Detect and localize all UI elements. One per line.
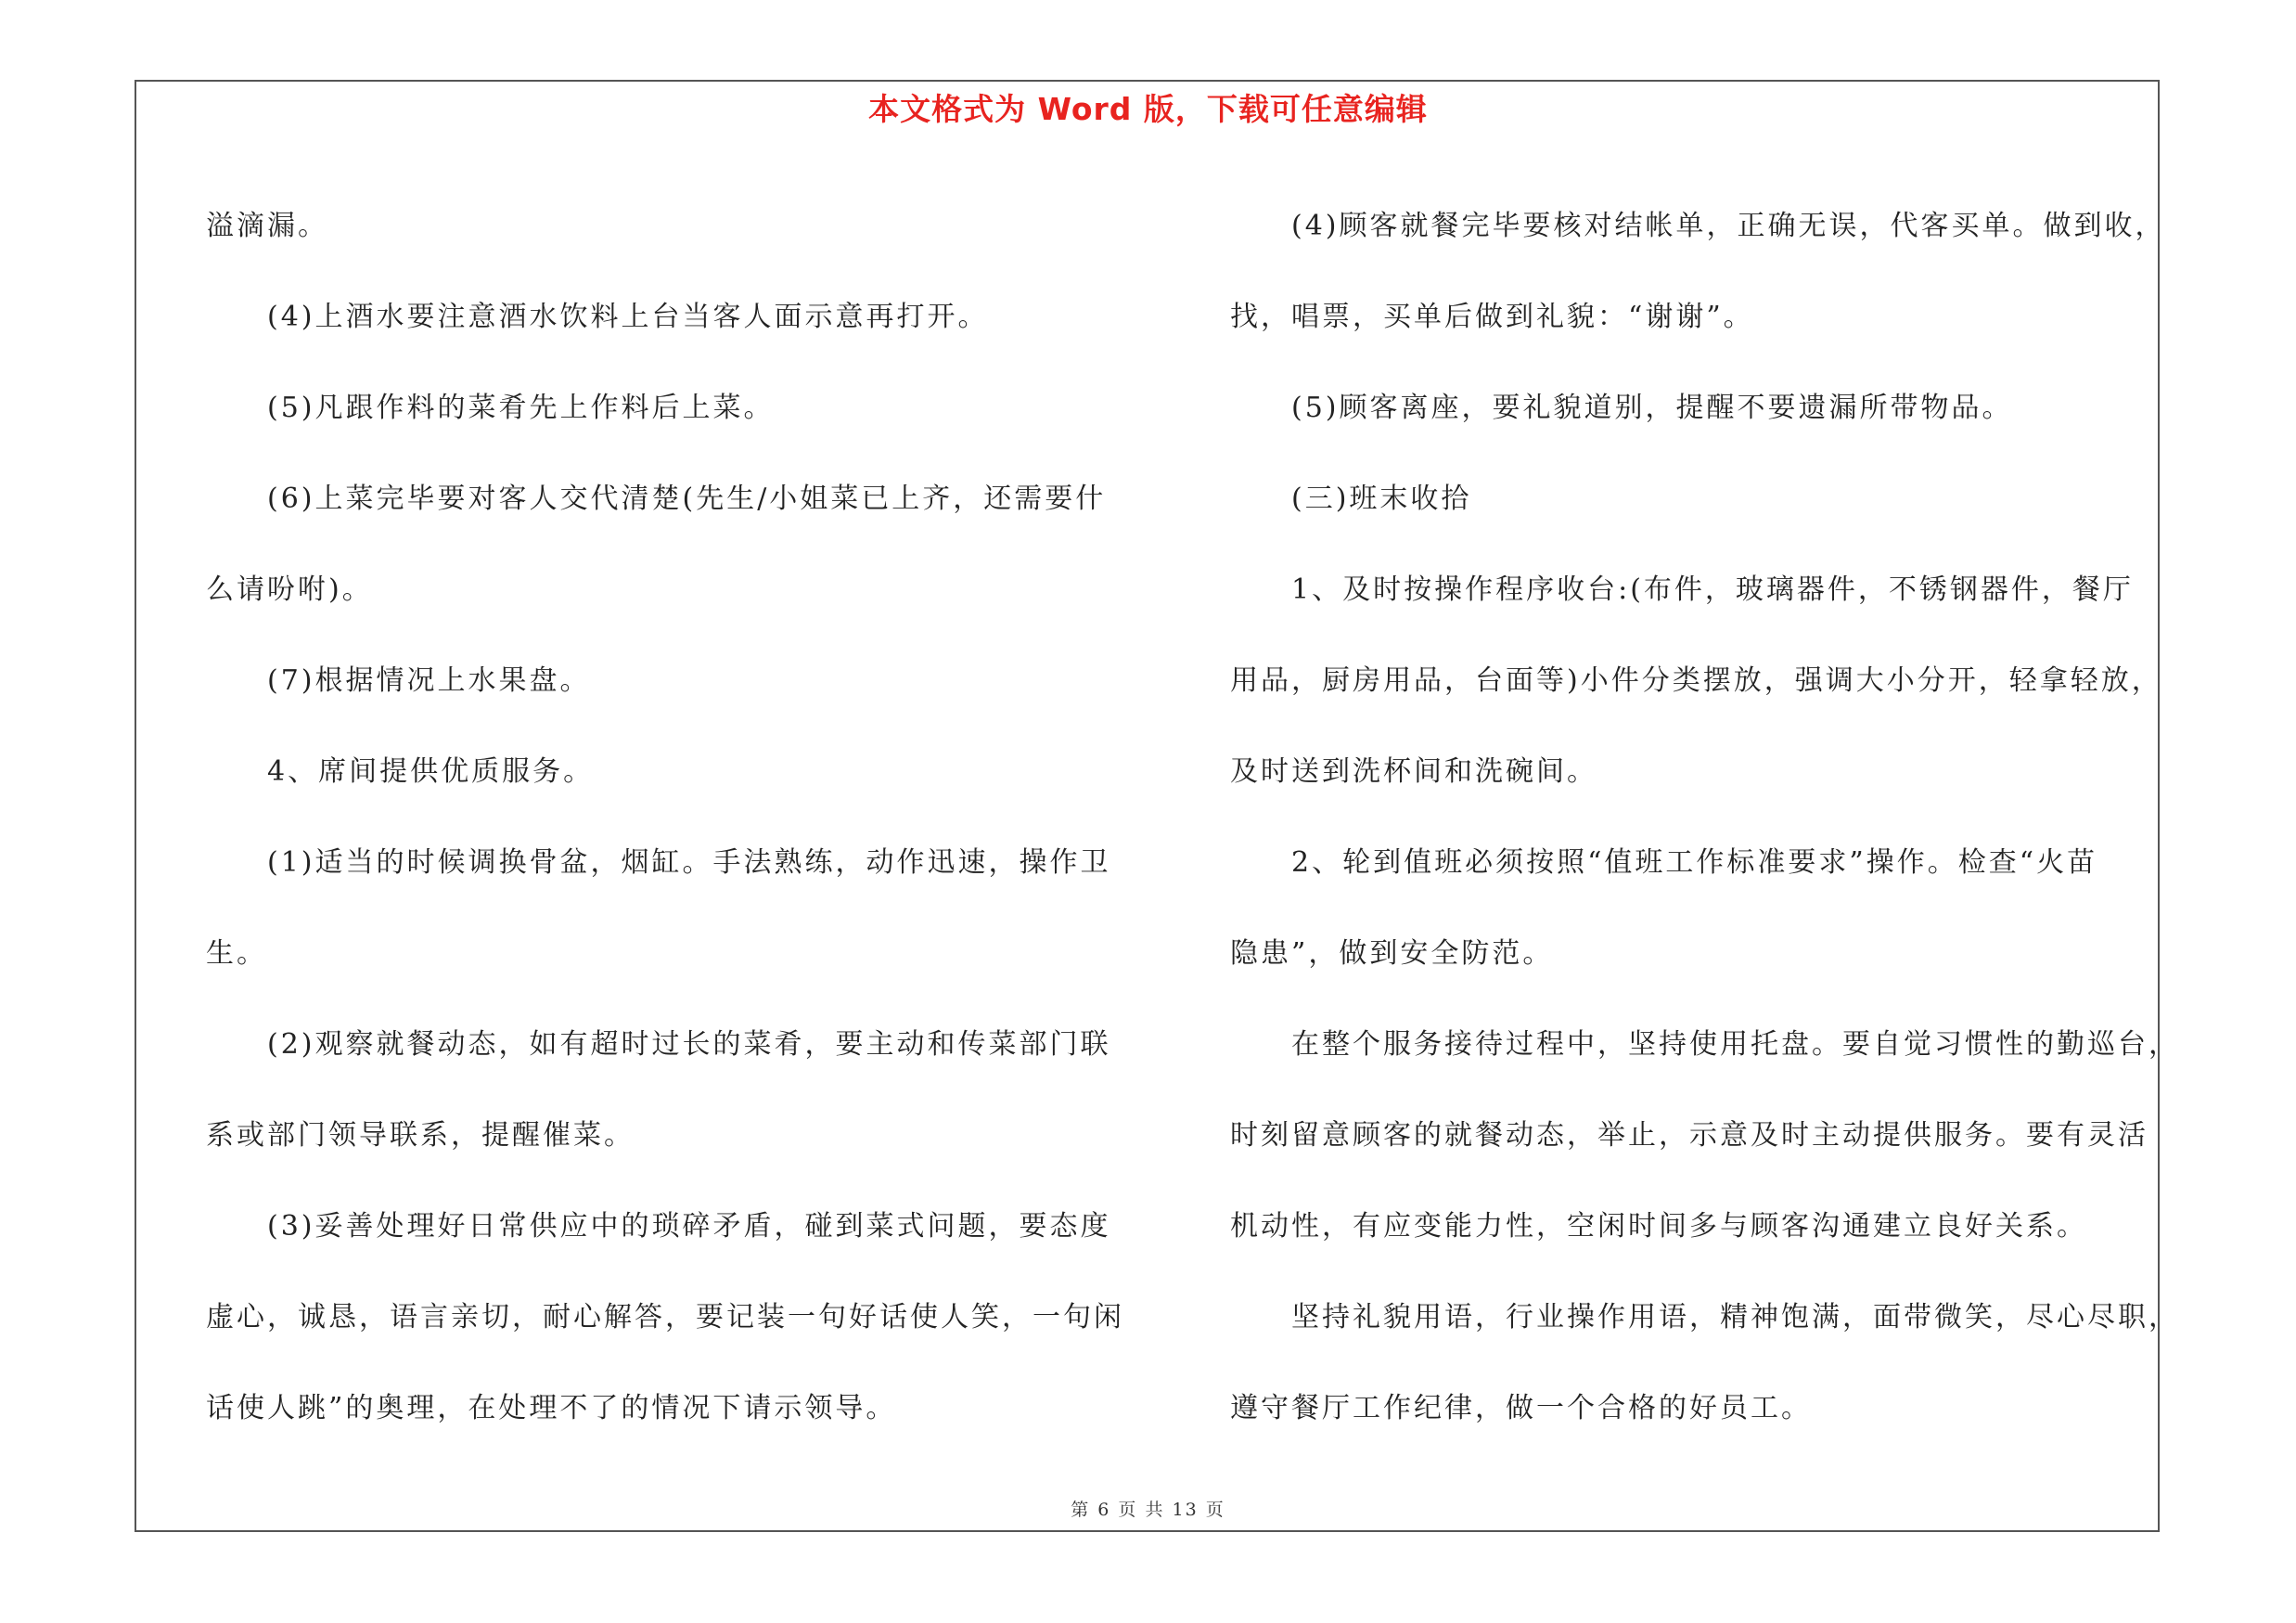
text-line: (4)上酒水要注意酒水饮料上台当客人面示意再打开。 [267, 301, 989, 333]
text-line: 溢滴漏。 [206, 210, 328, 242]
page-footer: 第 6 页 共 13 页 [1071, 1500, 1225, 1520]
text-line: 坚持礼貌用语，行业操作用语，精神饱满，面带微笑，尽心尽职， [1291, 1301, 2179, 1333]
text-line: 隐患”，做到安全防范。 [1230, 937, 1554, 970]
text-line: (6)上菜完毕要对客人交代清楚(先生/小姐菜已上齐，还需要什 [267, 483, 1107, 515]
text-line: 时刻留意顾客的就餐动态，举止，示意及时主动提供服务。要有灵活 [1230, 1119, 2148, 1152]
format-banner: 本文格式为 Word 版，下载可任意编辑 [868, 91, 1428, 127]
text-line: 么请吩咐)。 [206, 573, 373, 606]
text-line: 找，唱票，买单后做到礼貌：“谢谢”。 [1230, 301, 1754, 333]
text-line: 遵守餐厅工作纪律，做一个合格的好员工。 [1230, 1392, 1812, 1424]
text-line: 系或部门领导联系，提醒催菜。 [206, 1119, 635, 1152]
text-line: (三)班末收拾 [1291, 483, 1472, 515]
left-column [206, 181, 1124, 1454]
text-line: (1)适当的时候调换骨盆，烟缸。手法熟练，动作迅速，操作卫 [267, 846, 1111, 879]
text-line: (5)凡跟作料的菜肴先上作料后上菜。 [267, 392, 775, 424]
text-line: 2、轮到值班必须按照“值班工作标准要求”操作。检查“火苗 [1291, 846, 2098, 879]
text-line: (3)妥善处理好日常供应中的琐碎矛盾，碰到菜式问题，要态度 [267, 1210, 1111, 1243]
text-line: (4)顾客就餐完毕要核对结帐单，正确无误，代客买单。做到收， [1291, 210, 2166, 242]
text-line: 4、席间提供优质服务。 [267, 755, 595, 788]
text-line: 虚心，诚恳，语言亲切，耐心解答，要记装一句好话使人笑，一句闲 [206, 1301, 1124, 1333]
text-line: 话使人跳”的奥理，在处理不了的情况下请示领导。 [206, 1392, 897, 1424]
text-line: (5)顾客离座，要礼貌道别，提醒不要遗漏所带物品。 [1291, 392, 2013, 424]
text-line: (2)观察就餐动态，如有超时过长的菜肴，要主动和传菜部门联 [267, 1028, 1111, 1061]
text-line: 用品，厨房用品，台面等)小件分类摆放，强调大小分开，轻拿轻放， [1230, 664, 2162, 697]
text-line: 在整个服务接待过程中，坚持使用托盘。要自觉习惯性的勤巡台， [1291, 1028, 2179, 1061]
right-column [1230, 181, 2179, 1454]
text-line: (7)根据情况上水果盘。 [267, 664, 591, 697]
text-line: 机动性，有应变能力性，空闲时间多与顾客沟通建立良好关系。 [1230, 1210, 2087, 1243]
text-line: 生。 [206, 937, 267, 970]
text-line: 及时送到洗杯间和洗碗间。 [1230, 755, 1597, 788]
text-line: 1、及时按操作程序收台:(布件，玻璃器件，不锈钢器件，餐厅 [1291, 573, 2134, 606]
